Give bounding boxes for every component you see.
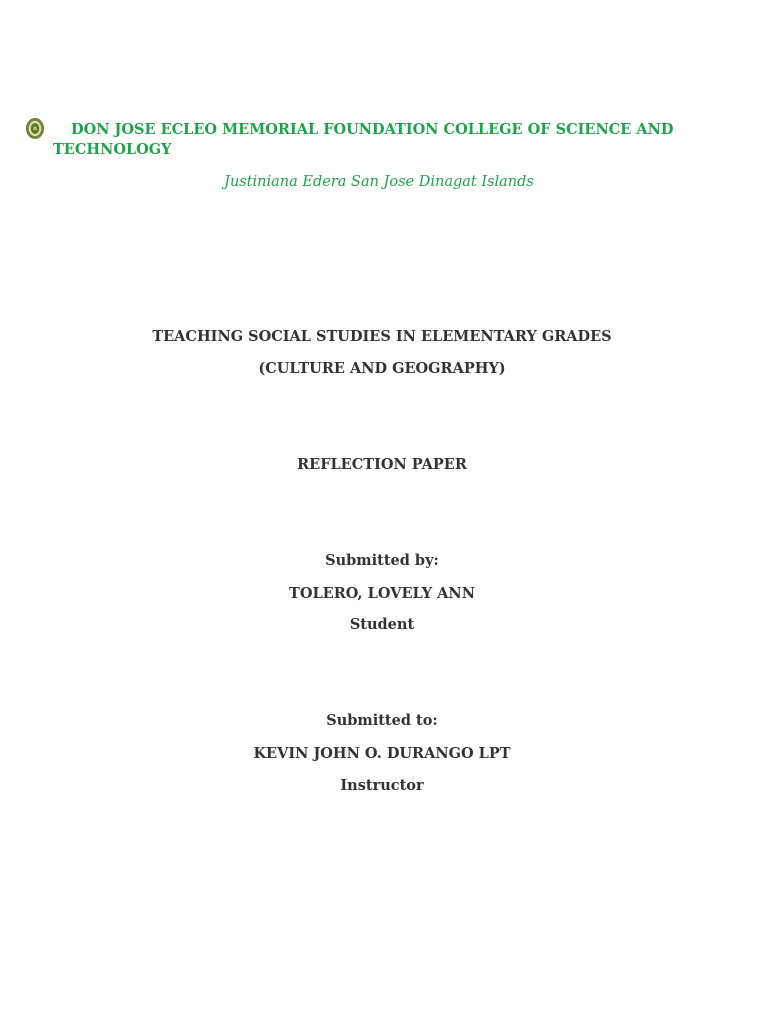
submitted-by-label: Submitted by: [325, 552, 439, 569]
institution-name: DON JOSE ECLEO MEMORIAL FOUNDATION COLLEGE OF SCIENCE AND TECHNOLOGY [53, 121, 674, 158]
college-seal-icon [26, 118, 44, 139]
document-type: REFLECTION PAPER [297, 456, 467, 473]
institution-location: Justiniana Edera San Jose Dinagat Islands [224, 174, 534, 190]
submitted-to-label: Submitted to: [326, 712, 438, 729]
course-title: TEACHING SOCIAL STUDIES IN ELEMENTARY GRADES [152, 328, 612, 345]
instructor-name: KEVIN JOHN O. DURANGO LPT [253, 745, 511, 762]
instructor-role: Instructor [340, 777, 424, 794]
student-role: Student [349, 616, 415, 633]
course-subtitle: (CULTURE AND GEOGRAPHY) [258, 360, 506, 377]
student-name: TOLERO, LOVELY ANN [289, 585, 475, 602]
